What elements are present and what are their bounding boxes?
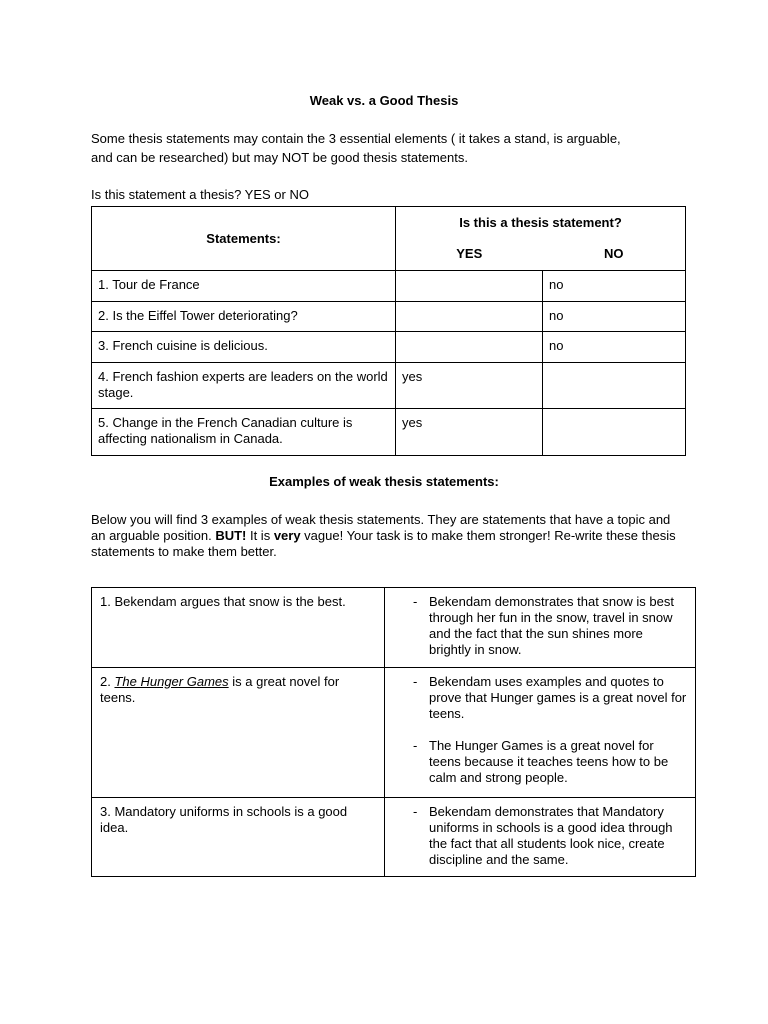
weak-statement-cell bbox=[92, 798, 385, 877]
yes-cell bbox=[396, 302, 543, 332]
rewrite-bullet bbox=[393, 594, 687, 658]
rewrite-cell bbox=[385, 668, 696, 798]
intro-line-1: Some thesis statements may contain the 3 essential elements ( it takes a stand, is arguable, bbox=[91, 131, 621, 146]
rewrite-text: The Hunger Games is a great novel for teens because it teaches teens how to be calm and strong people. bbox=[429, 738, 669, 785]
weak-statement-cell bbox=[92, 668, 385, 798]
yes-header: YES bbox=[396, 239, 543, 271]
weak-section-intro bbox=[91, 512, 681, 560]
intro-text-b: It is bbox=[246, 528, 274, 543]
weak-statement-text: 1. Bekendam argues that snow is the best. bbox=[100, 594, 346, 609]
table-row bbox=[92, 668, 696, 798]
rewrite-cell bbox=[385, 588, 696, 668]
rewrite-text: Bekendam uses examples and quotes to prove that Hunger games is a great novel for teens. bbox=[429, 674, 687, 721]
rewrite-cell bbox=[385, 798, 696, 877]
table-row bbox=[92, 588, 696, 668]
weak-thesis-table bbox=[91, 587, 696, 877]
intro-emphasis-but: BUT! bbox=[215, 528, 247, 543]
table-row bbox=[92, 409, 686, 456]
table-row bbox=[92, 332, 686, 363]
table-row bbox=[92, 302, 686, 332]
rewrite-bullet bbox=[393, 738, 687, 786]
statement-cell: 3. French cuisine is delicious. bbox=[92, 332, 396, 363]
intro-line-2: and can be researched) but may NOT be good thesis statements. bbox=[91, 150, 468, 165]
no-header: NO bbox=[543, 239, 686, 271]
no-cell: no bbox=[543, 302, 686, 332]
table-row bbox=[92, 271, 686, 302]
no-cell: no bbox=[543, 332, 686, 363]
thesis-group-header: Is this a thesis statement? bbox=[396, 207, 686, 239]
bullet-dash: - bbox=[413, 738, 418, 753]
rewrite-text: Bekendam demonstrates that Mandatory uniforms in schools is a good idea through the fact that all students look nice, create discipline and the same. bbox=[429, 804, 673, 867]
intro-text-c: vague! Your task is to make them stronger! Re-write these thesis statements to make them better. bbox=[91, 528, 676, 559]
yes-cell bbox=[396, 332, 543, 363]
no-cell bbox=[543, 363, 686, 409]
bullet-dash: - bbox=[413, 594, 418, 609]
rewrite-bullet bbox=[393, 804, 687, 868]
section-title: Examples of weak thesis statements: bbox=[269, 474, 499, 489]
yes-cell: yes bbox=[396, 363, 543, 409]
no-cell: no bbox=[543, 271, 686, 302]
statement-cell: 2. Is the Eiffel Tower deteriorating? bbox=[92, 302, 396, 332]
bullet-dash: - bbox=[413, 674, 418, 689]
no-cell bbox=[543, 409, 686, 456]
statements-header: Statements: bbox=[92, 207, 396, 271]
table-row bbox=[92, 363, 686, 409]
statement-cell: 1. Tour de France bbox=[92, 271, 396, 302]
rewrite-bullet bbox=[393, 674, 687, 722]
table-row bbox=[92, 798, 696, 877]
question-text: Is this statement a thesis? YES or NO bbox=[91, 187, 309, 202]
page-title: Weak vs. a Good Thesis bbox=[309, 93, 459, 108]
intro-text-a: Below you will find 3 examples of weak thesis statements. They are statements that have a topic and an arguable position. bbox=[91, 512, 671, 543]
weak-statement-text: 3. Mandatory uniforms in schools is a good idea. bbox=[100, 804, 348, 835]
book-title: The Hunger Games bbox=[114, 674, 229, 689]
weak-statement-cell bbox=[92, 588, 385, 668]
bullet-dash: - bbox=[413, 804, 418, 819]
statement-cell: 5. Change in the French Canadian culture is affecting nationalism in Canada. bbox=[92, 409, 396, 456]
weak-statement-prefix: 2. bbox=[100, 674, 115, 689]
yes-cell: yes bbox=[396, 409, 543, 456]
weak-statement-suffix: is a great novel for teens. bbox=[100, 674, 340, 705]
thesis-table bbox=[91, 206, 686, 456]
rewrite-text: Bekendam demonstrates that snow is best through her fun in the snow, travel in snow and the fact that the sun shines more brightly in snow. bbox=[429, 594, 674, 657]
intro-emphasis-very: very bbox=[273, 528, 301, 543]
statement-cell: 4. French fashion experts are leaders on the world stage. bbox=[92, 363, 396, 409]
yes-cell bbox=[396, 271, 543, 302]
